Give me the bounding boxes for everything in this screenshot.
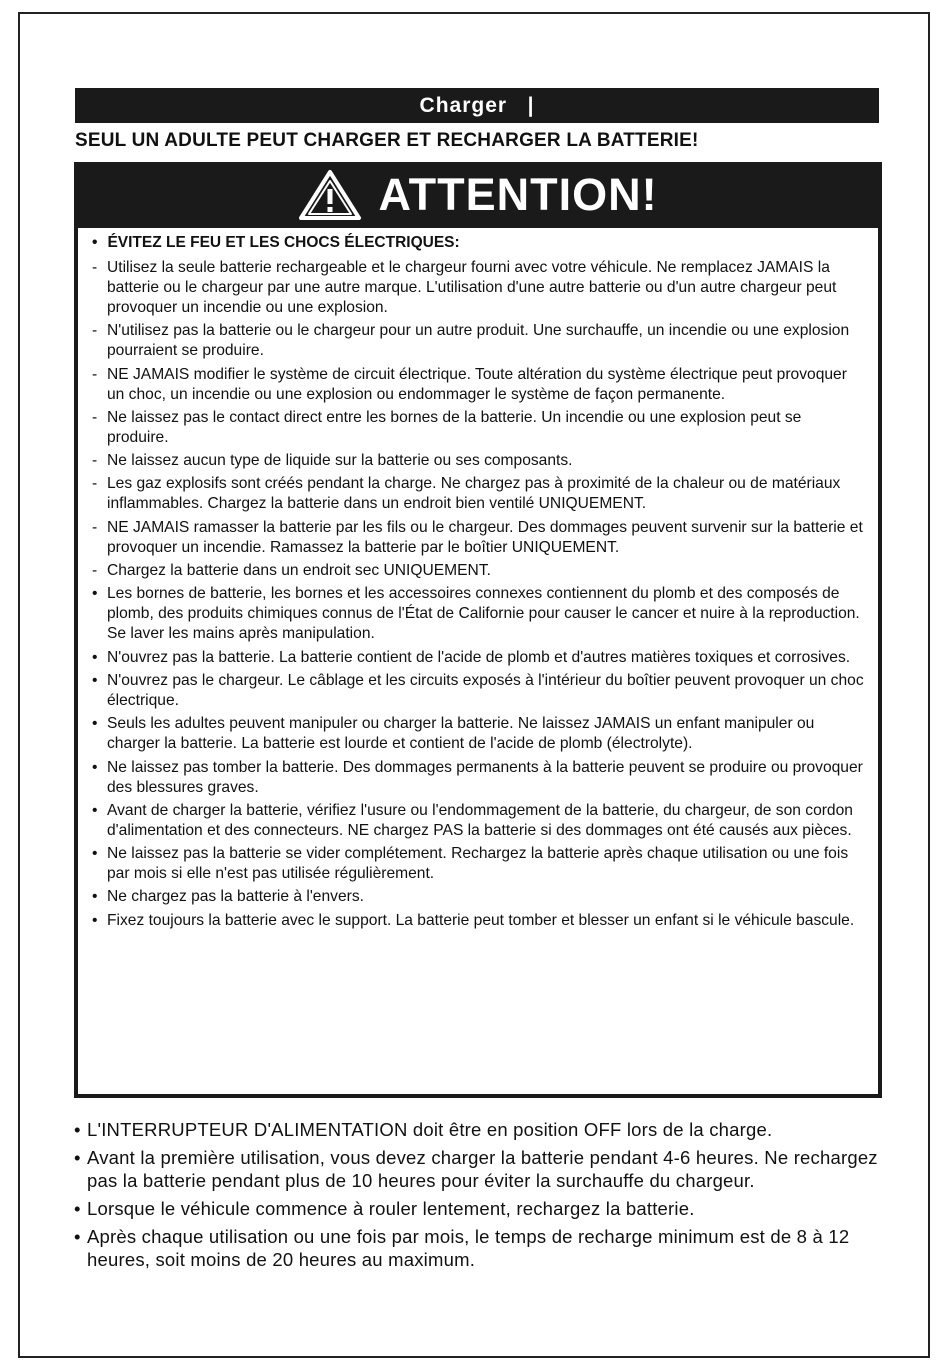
attention-box bbox=[74, 162, 882, 1098]
page-title-text: Charger | bbox=[419, 94, 535, 117]
safety-rule-item-mark: - bbox=[92, 562, 98, 580]
safety-rule-item bbox=[90, 801, 864, 841]
charging-note-item bbox=[74, 1225, 894, 1271]
safety-rule-item-mark: • bbox=[92, 911, 98, 929]
charging-note-item-mark: • bbox=[74, 1119, 81, 1140]
safety-rule-item-mark: • bbox=[92, 888, 98, 906]
safety-rule-item-mark: - bbox=[92, 322, 98, 340]
safety-rule-item bbox=[90, 911, 864, 931]
safety-rule-item-text: Chargez la batterie dans un endroit sec UNIQUEMENT. bbox=[107, 562, 491, 580]
safety-rule-item-text: N'ouvrez pas la batterie. La batterie contient de l'acide de plomb et d'autres matières toxiques et corrosives. bbox=[107, 648, 851, 666]
safety-rule-item-mark: - bbox=[92, 408, 98, 426]
safety-rule-item-text: Ne chargez pas la batterie à l'envers. bbox=[107, 888, 364, 906]
safety-rule-item bbox=[90, 321, 864, 361]
warning-triangle-icon bbox=[298, 169, 362, 221]
safety-rule-item-text: Les gaz explosifs sont créés pendant la charge. Ne chargez pas à proximité de la chaleur ou de matériaux inflammables. Chargez la batterie dans un endroit bien ventilé UNIQUEMENT. bbox=[107, 475, 841, 513]
safety-rule-item-mark: • bbox=[92, 758, 98, 776]
safety-rule-item-text: Utilisez la seule batterie rechargeable et le chargeur fourni avec votre véhicule. Ne remplacez JAMAIS la batterie ou le chargeur par une autre marque. L'utilisation d'une autre batterie ou d'un autre chargeur peut provoquer un incendie ou une explosion. bbox=[107, 259, 837, 316]
safety-rules-list bbox=[90, 258, 864, 931]
safety-rule-item bbox=[90, 758, 864, 798]
safety-rule-item-text: Ne laissez pas tomber la batterie. Des dommages permanents à la batterie peuvent se produire ou provoquer des blessures graves. bbox=[107, 758, 863, 796]
charging-note-item bbox=[74, 1118, 894, 1141]
section-heading bbox=[90, 234, 864, 252]
safety-rule-item-text: Les bornes de batterie, les bornes et les accessoires connexes contiennent du plomb et des composés de plomb, des produits chimiques connus de l'État de Californie pour causer le cancer et nuire à la reproduction. Se laver les mains après manipulation. bbox=[107, 585, 860, 643]
safety-rule-item bbox=[90, 584, 864, 644]
safety-rule-item-mark: • bbox=[92, 845, 98, 863]
attention-title: ATTENTION! bbox=[378, 169, 658, 220]
safety-rule-item-mark: • bbox=[92, 801, 98, 819]
safety-rule-item bbox=[90, 258, 864, 318]
attention-content bbox=[78, 228, 878, 1094]
charging-note-item-mark: • bbox=[74, 1147, 81, 1168]
safety-rule-item-mark: - bbox=[92, 365, 98, 383]
safety-rule-item-mark: - bbox=[92, 475, 98, 493]
safety-rule-item-mark: - bbox=[92, 452, 98, 470]
page-title bbox=[75, 88, 879, 123]
safety-rule-item bbox=[90, 671, 864, 711]
safety-rule-item bbox=[90, 887, 864, 907]
safety-rule-item bbox=[90, 451, 864, 471]
safety-rule-item-text: NE JAMAIS modifier le système de circuit électrique. Toute altération du système électrique peut provoquer un choc, un incendie ou une explosion ou endommager le système de façon permanente. bbox=[107, 365, 847, 403]
safety-rule-item-mark: - bbox=[92, 259, 98, 276]
safety-rule-item bbox=[90, 561, 864, 581]
safety-rule-item-mark: • bbox=[92, 648, 98, 666]
safety-rule-item-mark: • bbox=[92, 671, 98, 689]
adult-warning: SEUL UN ADULTE PEUT CHARGER ET RECHARGER LA BATTERIE! bbox=[75, 130, 699, 151]
safety-rule-item bbox=[90, 844, 864, 884]
safety-rule-item-text: N'ouvrez pas le chargeur. Le câblage et les circuits exposés à l'intérieur du boîtier peuvent provoquer un choc électrique. bbox=[107, 671, 864, 709]
charging-note-item bbox=[74, 1197, 894, 1220]
section-heading-text: ÉVITEZ LE FEU ET LES CHOCS ÉLECTRIQUES: bbox=[107, 234, 460, 251]
charging-note-item-text: Après chaque utilisation ou une fois par mois, le temps de recharge minimum est de 8 à 12 heures, soit moins de 20 heures au maximum. bbox=[87, 1226, 850, 1270]
safety-rule-item-text: Seuls les adultes peuvent manipuler ou charger la batterie. Ne laissez JAMAIS un enfant manipuler ou charger la batterie. La batterie est lourde et contient de l'acide de plomb (électrolyte). bbox=[107, 715, 815, 753]
charging-note-item bbox=[74, 1146, 894, 1192]
safety-rule-item-mark: • bbox=[92, 585, 98, 603]
charging-notes-list bbox=[74, 1118, 894, 1271]
safety-rule-item bbox=[90, 365, 864, 405]
safety-rule-item bbox=[90, 648, 864, 668]
charging-note-item-mark: • bbox=[74, 1226, 81, 1247]
safety-rule-item bbox=[90, 518, 864, 558]
safety-rule-item-text: NE JAMAIS ramasser la batterie par les fils ou le chargeur. Des dommages peuvent survenir sur la batterie et provoquer un incendie. Ramassez la batterie par le boîtier UNIQUEMENT. bbox=[107, 518, 863, 556]
safety-rule-item-text: Ne laissez pas le contact direct entre les bornes de la batterie. Un incendie ou une explosion peut se produire. bbox=[107, 408, 802, 446]
charging-note-item-text: Avant la première utilisation, vous devez charger la batterie pendant 4-6 heures. Ne rechargez pas la batterie pendant plus de 10 heures pour éviter la surchauffe du chargeur. bbox=[87, 1147, 878, 1191]
safety-rule-item bbox=[90, 474, 864, 514]
safety-rule-item bbox=[90, 408, 864, 448]
attention-header bbox=[74, 162, 882, 228]
safety-rule-item-mark: - bbox=[92, 518, 98, 536]
charging-note-item-text: L'INTERRUPTEUR D'ALIMENTATION doit être en position OFF lors de la charge. bbox=[87, 1119, 773, 1140]
safety-rule-item-text: Fixez toujours la batterie avec le support. La batterie peut tomber et blesser un enfant si le véhicule bascule. bbox=[107, 911, 855, 929]
charging-notes bbox=[74, 1118, 894, 1276]
safety-rule-item-mark: • bbox=[92, 715, 98, 733]
safety-rule-item-text: N'utilisez pas la batterie ou le chargeur pour un autre produit. Une surchauffe, un incendie ou une explosion pourraient se produire. bbox=[107, 322, 850, 360]
safety-rule-item-text: Ne laissez pas la batterie se vider complétement. Rechargez la batterie après chaque utilisation ou une fois par mois si elle n'est pas utilisée régulièrement. bbox=[107, 845, 849, 883]
charging-note-item-mark: • bbox=[74, 1198, 81, 1219]
safety-rule-item bbox=[90, 714, 864, 754]
section-bullet: • bbox=[92, 234, 98, 251]
charging-note-item-text: Lorsque le véhicule commence à rouler lentement, rechargez la batterie. bbox=[87, 1198, 695, 1219]
safety-rule-item-text: Avant de charger la batterie, vérifiez l'usure ou l'endommagement de la batterie, du chargeur, de son cordon d'alimentation et des connecteurs. NE chargez PAS la batterie si des dommages ont été causés aux pièces. bbox=[107, 801, 853, 839]
safety-rule-item-text: Ne laissez aucun type de liquide sur la batterie ou ses composants. bbox=[107, 452, 573, 470]
